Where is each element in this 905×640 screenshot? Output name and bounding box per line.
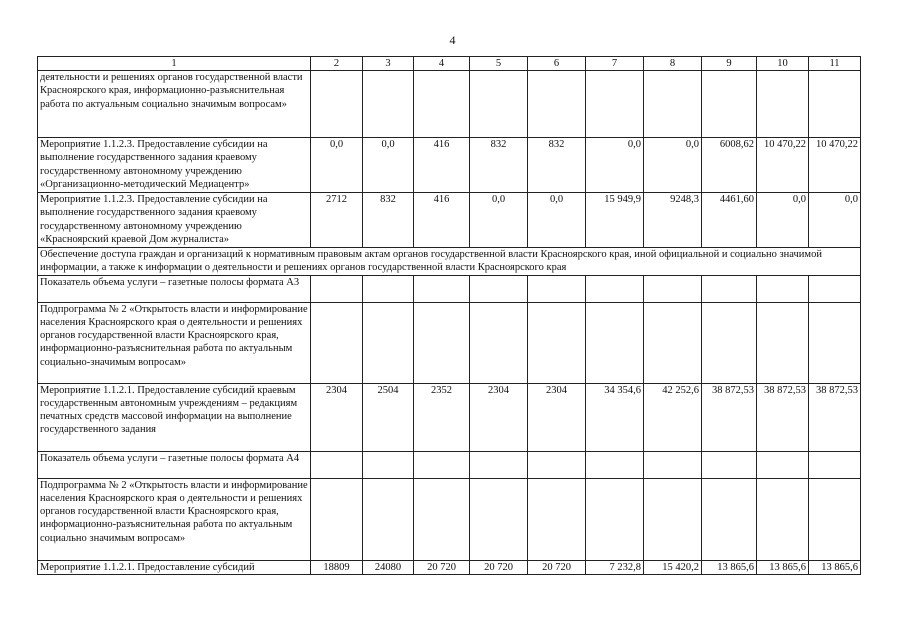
value-cell bbox=[702, 302, 757, 383]
value-cell bbox=[311, 478, 363, 560]
value-cell bbox=[414, 478, 470, 560]
value-cell bbox=[757, 302, 809, 383]
value-cell: 832 bbox=[363, 193, 414, 248]
column-header: 1 bbox=[38, 57, 311, 71]
column-header: 3 bbox=[363, 57, 414, 71]
value-cell bbox=[311, 451, 363, 478]
row-label-cell: деятельности и решениях органов государственной власти Красноярского края, информационно-разъяснительная работа по актуальным социально значимым вопросам» bbox=[38, 71, 311, 138]
column-header: 2 bbox=[311, 57, 363, 71]
value-cell: 20 720 bbox=[414, 560, 470, 574]
table-row bbox=[38, 248, 861, 276]
value-cell bbox=[311, 275, 363, 302]
value-cell bbox=[809, 302, 861, 383]
value-cell bbox=[586, 478, 644, 560]
value-cell bbox=[414, 275, 470, 302]
value-cell: 416 bbox=[414, 138, 470, 193]
column-header: 10 bbox=[757, 57, 809, 71]
value-cell: 15 949,9 bbox=[586, 193, 644, 248]
column-header: 5 bbox=[470, 57, 528, 71]
value-cell bbox=[470, 478, 528, 560]
value-cell bbox=[414, 451, 470, 478]
value-cell: 42 252,6 bbox=[644, 383, 702, 451]
value-cell: 13 865,6 bbox=[702, 560, 757, 574]
value-cell: 38 872,53 bbox=[757, 383, 809, 451]
value-cell: 2352 bbox=[414, 383, 470, 451]
value-cell bbox=[528, 71, 586, 138]
value-cell bbox=[702, 275, 757, 302]
value-cell bbox=[363, 451, 414, 478]
value-cell bbox=[702, 71, 757, 138]
section-heading-cell: Обеспечение доступа граждан и организаций к нормативным правовым актам органов государственной власти Красноярского края, иной официальной и социально значимой информации, а также к информации о деятельности и решениях органов государственной власти Красноярского края bbox=[38, 248, 861, 276]
data-table bbox=[37, 56, 861, 575]
value-cell bbox=[470, 71, 528, 138]
row-label-cell: Мероприятие 1.1.2.1. Предоставление субсидий краевым государственным автономным учреждениям – редакциям печатных средств массовой информации на выполнение государственного задания bbox=[38, 383, 311, 451]
value-cell: 0,0 bbox=[757, 193, 809, 248]
value-cell: 0,0 bbox=[363, 138, 414, 193]
column-header: 9 bbox=[702, 57, 757, 71]
value-cell bbox=[757, 275, 809, 302]
value-cell: 0,0 bbox=[311, 138, 363, 193]
table-row bbox=[38, 383, 861, 451]
table-row bbox=[38, 71, 861, 138]
value-cell bbox=[702, 478, 757, 560]
value-cell bbox=[586, 275, 644, 302]
column-header: 4 bbox=[414, 57, 470, 71]
value-cell bbox=[414, 302, 470, 383]
value-cell: 9248,3 bbox=[644, 193, 702, 248]
value-cell bbox=[644, 478, 702, 560]
value-cell: 38 872,53 bbox=[809, 383, 861, 451]
value-cell bbox=[363, 275, 414, 302]
value-cell bbox=[528, 478, 586, 560]
value-cell: 34 354,6 bbox=[586, 383, 644, 451]
value-cell bbox=[644, 302, 702, 383]
value-cell: 13 865,6 bbox=[757, 560, 809, 574]
value-cell bbox=[644, 71, 702, 138]
value-cell bbox=[528, 451, 586, 478]
value-cell bbox=[644, 451, 702, 478]
value-cell: 38 872,53 bbox=[702, 383, 757, 451]
row-label-cell: Подпрограмма № 2 «Открытость власти и информирование населения Красноярского края о деятельности и решениях органов государственной власти Красноярского края, информационно-разъяснительная работа по актуальным социально значимым вопросам» bbox=[38, 478, 311, 560]
value-cell: 0,0 bbox=[809, 193, 861, 248]
value-cell: 2504 bbox=[363, 383, 414, 451]
value-cell: 10 470,22 bbox=[809, 138, 861, 193]
value-cell: 832 bbox=[470, 138, 528, 193]
value-cell: 0,0 bbox=[586, 138, 644, 193]
value-cell bbox=[311, 302, 363, 383]
value-cell bbox=[470, 302, 528, 383]
value-cell: 2304 bbox=[470, 383, 528, 451]
table-row bbox=[38, 478, 861, 560]
value-cell bbox=[528, 275, 586, 302]
value-cell: 0,0 bbox=[528, 193, 586, 248]
value-cell bbox=[757, 451, 809, 478]
value-cell: 4461,60 bbox=[702, 193, 757, 248]
value-cell: 20 720 bbox=[528, 560, 586, 574]
value-cell: 7 232,8 bbox=[586, 560, 644, 574]
row-label-cell: Мероприятие 1.1.2.1. Предоставление субсидий bbox=[38, 560, 311, 574]
value-cell bbox=[470, 275, 528, 302]
value-cell bbox=[757, 71, 809, 138]
value-cell: 2304 bbox=[311, 383, 363, 451]
column-header: 11 bbox=[809, 57, 861, 71]
column-header: 6 bbox=[528, 57, 586, 71]
value-cell: 2304 bbox=[528, 383, 586, 451]
value-cell bbox=[586, 71, 644, 138]
table-row bbox=[38, 275, 861, 302]
value-cell: 832 bbox=[528, 138, 586, 193]
header-row bbox=[38, 57, 861, 71]
value-cell bbox=[363, 302, 414, 383]
table-row bbox=[38, 451, 861, 478]
column-header: 7 bbox=[586, 57, 644, 71]
value-cell bbox=[809, 71, 861, 138]
row-label-cell: Подпрограмма № 2 «Открытость власти и информирование населения Красноярского края о деятельности и решениях органов государственной власти Красноярского края, информационно-разъяснительная работа по актуальным социально-значимым вопросам» bbox=[38, 302, 311, 383]
value-cell: 20 720 bbox=[470, 560, 528, 574]
value-cell bbox=[363, 71, 414, 138]
value-cell: 13 865,6 bbox=[809, 560, 861, 574]
column-header: 8 bbox=[644, 57, 702, 71]
row-label-cell: Мероприятие 1.1.2.3. Предоставление субсидии на выполнение государственного задания краевому государственному автономному учреждению «Организационно-методический Медиацентр» bbox=[38, 138, 311, 193]
value-cell bbox=[363, 478, 414, 560]
table-row bbox=[38, 560, 861, 574]
value-cell bbox=[809, 451, 861, 478]
value-cell bbox=[586, 302, 644, 383]
page-number: 4 bbox=[449, 33, 456, 47]
table-row bbox=[38, 138, 861, 193]
table-row bbox=[38, 302, 861, 383]
value-cell: 0,0 bbox=[644, 138, 702, 193]
value-cell bbox=[470, 451, 528, 478]
value-cell: 18809 bbox=[311, 560, 363, 574]
value-cell: 15 420,2 bbox=[644, 560, 702, 574]
table-row bbox=[38, 193, 861, 248]
value-cell bbox=[809, 478, 861, 560]
value-cell bbox=[311, 71, 363, 138]
row-label-cell: Показатель объема услуги – газетные полосы формата А4 bbox=[38, 451, 311, 478]
value-cell: 0,0 bbox=[470, 193, 528, 248]
value-cell bbox=[757, 478, 809, 560]
value-cell bbox=[586, 451, 644, 478]
value-cell: 416 bbox=[414, 193, 470, 248]
value-cell bbox=[528, 302, 586, 383]
value-cell bbox=[702, 451, 757, 478]
value-cell: 6008,62 bbox=[702, 138, 757, 193]
value-cell: 10 470,22 bbox=[757, 138, 809, 193]
row-label-cell: Показатель объема услуги – газетные полосы формата А3 bbox=[38, 275, 311, 302]
value-cell: 24080 bbox=[363, 560, 414, 574]
value-cell bbox=[644, 275, 702, 302]
value-cell bbox=[809, 275, 861, 302]
value-cell: 2712 bbox=[311, 193, 363, 248]
value-cell bbox=[414, 71, 470, 138]
row-label-cell: Мероприятие 1.1.2.3. Предоставление субсидии на выполнение государственного задания краевому государственному автономному учреждению «Красноярский краевой Дом журналиста» bbox=[38, 193, 311, 248]
